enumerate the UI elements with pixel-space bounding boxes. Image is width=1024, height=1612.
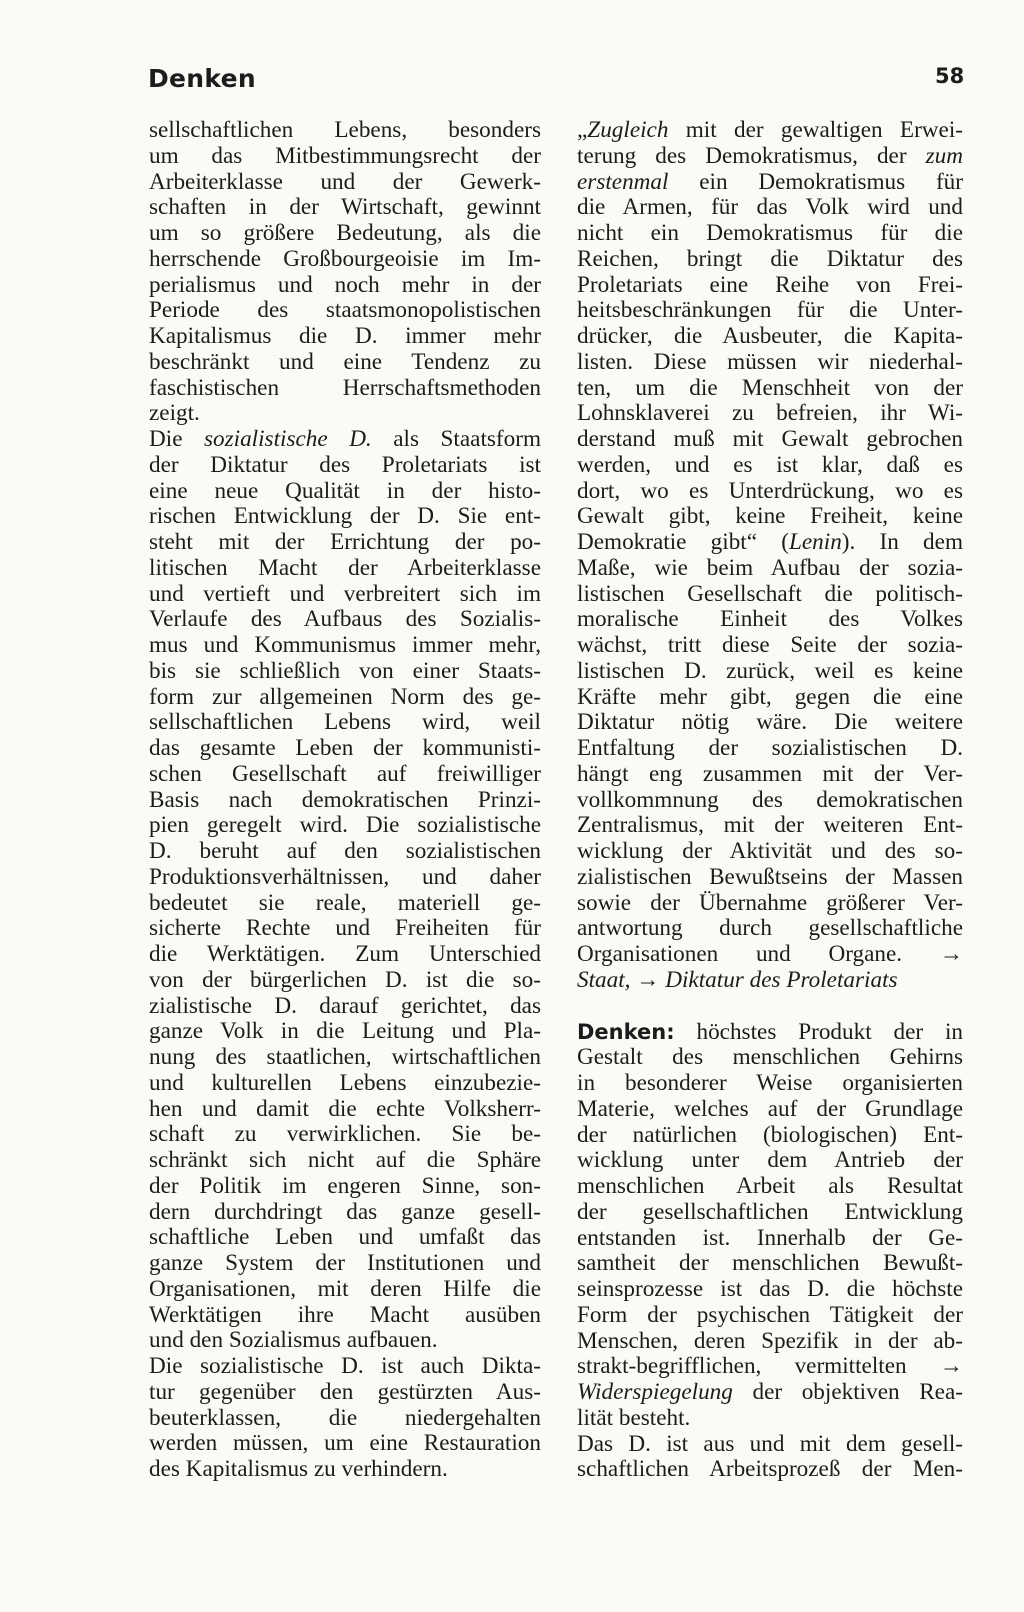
text-line [149, 891, 541, 917]
text-line [149, 1045, 541, 1071]
text-line [149, 221, 541, 247]
text-run: Verlaufe des Aufbaus des Sozialis- [149, 606, 541, 633]
text-run: werden müssen, um eine Restauration [149, 1430, 541, 1457]
text-line [577, 710, 963, 736]
text-run: listen. Diese müssen wir niederhal- [577, 348, 963, 375]
text-line [149, 788, 541, 814]
text-line [149, 453, 541, 479]
text-line [577, 839, 963, 865]
text-run: vollkommnung des demokratischen [577, 786, 963, 813]
text-line [577, 942, 963, 968]
text-line [577, 1251, 963, 1277]
text-run: schränkt sich nicht auf die Sphäre [149, 1147, 541, 1173]
text-run: in besonderer Weise organisierten [577, 1070, 963, 1096]
text-line [577, 968, 963, 994]
text-run: antwortung durch gesellschaftliche [577, 915, 963, 942]
text-run: ten, um die Menschheit von der [577, 374, 963, 401]
text-run: Demokratie gibt“ ( [577, 529, 789, 555]
left-column [149, 118, 541, 1483]
text-run: der natürlichen (biologischen) Ent- [577, 1121, 963, 1148]
text-line [149, 1071, 541, 1097]
italic-run: sozialistische D. [204, 426, 372, 452]
text-run: Menschen, deren Spezifik in der ab- [577, 1327, 963, 1354]
text-line [149, 1277, 541, 1303]
text-line [577, 1406, 963, 1432]
text-line [577, 556, 963, 582]
text-line [577, 582, 963, 608]
text-run: Gewalt gibt, keine Freiheit, keine [577, 503, 963, 530]
text-run: um so größere Bedeutung, als die [149, 220, 541, 246]
page-number: 58 [935, 64, 965, 88]
text-run: derstand muß mit Gewalt gebrochen [577, 426, 963, 452]
text-run: hängt eng zusammen mit der Ver- [577, 760, 963, 787]
text-line [577, 607, 963, 633]
right-column [577, 118, 963, 1483]
text-line [577, 1097, 963, 1123]
text-line [577, 144, 963, 170]
text-line [577, 1277, 963, 1303]
text-line [149, 607, 541, 633]
text-line [577, 813, 963, 839]
text-run: zeigt. [149, 400, 200, 427]
text-line [149, 968, 541, 994]
text-run: dern durchdringt das ganze gesell- [149, 1198, 541, 1225]
text-line [577, 1045, 963, 1071]
text-line [149, 1019, 541, 1045]
text-line [577, 350, 963, 376]
text-line [577, 1432, 963, 1458]
text-line [577, 298, 963, 324]
text-run: Lohnsklaverei zu befreien, ihr Wi- [577, 400, 963, 427]
text-run: nung des staatlichen, wirtschaftlichen [149, 1044, 541, 1070]
text-run: Das D. ist aus und mit dem gesell- [577, 1430, 963, 1457]
text-line [577, 1123, 963, 1149]
italic-run: Staat, → Diktatur des Proletariats [577, 966, 898, 993]
text-line [149, 813, 541, 839]
text-line [577, 427, 963, 453]
headword: Denken: [577, 1019, 675, 1044]
text-line [577, 376, 963, 402]
text-run: ). In dem [841, 529, 963, 555]
text-line [149, 1251, 541, 1277]
text-run: Die [149, 426, 204, 452]
text-line [149, 1380, 541, 1406]
text-run: Diktatur nötig wäre. Die weitere [577, 709, 963, 736]
text-run: Organisationen und Organe. → [577, 941, 963, 967]
text-run: drücker, die Ausbeuter, die Kapita- [577, 323, 963, 349]
text-line [577, 865, 963, 891]
text-run: von der bürgerlichen D. ist die so- [149, 966, 541, 993]
text-run: Organisationen, mit deren Hilfe die [149, 1275, 541, 1302]
text-line [149, 1406, 541, 1432]
text-run: wicklung der Aktivität und des so- [577, 838, 963, 864]
text-run: sowie der Übernahme größerer Ver- [577, 889, 963, 916]
text-run: schaftlichen Arbeitsprozeß der Men- [577, 1456, 963, 1483]
text-run: Materie, welches auf der Grundlage [577, 1095, 963, 1122]
text-run: beschränkt und eine Tendenz zu [149, 348, 541, 375]
text-line [577, 633, 963, 659]
text-line [149, 1328, 541, 1354]
text-run: Zentralismus, mit der weiteren Ent- [577, 812, 963, 839]
text-line [577, 1303, 963, 1329]
text-run: Werktätigen ihre Macht ausüben [149, 1301, 541, 1328]
text-run: Kräfte mehr gibt, gegen die eine [577, 683, 963, 710]
text-line [577, 1457, 963, 1483]
text-run: Arbeiterklasse und der Gewerk- [149, 168, 541, 195]
text-line [577, 1174, 963, 1200]
text-run: schaft zu verwirklichen. Sie be- [149, 1121, 541, 1148]
text-line [577, 401, 963, 427]
text-run: dort, wo es Unterdrückung, wo es [577, 477, 963, 504]
text-line [149, 401, 541, 427]
text-line [577, 453, 963, 479]
text-run: der Politik im engeren Sinne, son- [149, 1172, 541, 1199]
text-line [149, 1200, 541, 1226]
text-run: tur gegenüber den gestürzten Aus- [149, 1378, 541, 1405]
text-run: die Armen, für das Volk wird und [577, 194, 963, 221]
text-line [149, 1097, 541, 1123]
text-line [577, 685, 963, 711]
text-line [149, 1457, 541, 1483]
text-run: heitsbeschränkungen für die Unter- [577, 297, 963, 324]
text-run: menschlichen Arbeit als Resultat [577, 1173, 963, 1199]
text-line [149, 376, 541, 402]
text-run: und kulturellen Lebens einzubezie- [149, 1069, 541, 1096]
text-line [577, 1329, 963, 1355]
text-line [149, 504, 541, 530]
text-run: litischen Macht der Arbeiterklasse [149, 554, 541, 581]
text-line [149, 710, 541, 736]
text-run: Form der psychischen Tätigkeit der [577, 1301, 963, 1328]
text-line [149, 144, 541, 170]
text-run: sicherte Rechte und Freiheiten für [149, 915, 541, 942]
text-line [577, 479, 963, 505]
text-run: Basis nach demokratischen Prinzi- [149, 786, 541, 813]
text-line [149, 1354, 541, 1380]
text-line [149, 942, 541, 968]
text-run: Entfaltung der sozialistischen D. [577, 735, 963, 761]
text-run: Produktionsverhältnissen, und daher [149, 863, 541, 890]
text-line [577, 788, 963, 814]
text-run: Maße, wie beim Aufbau der sozia- [577, 554, 963, 581]
text-run: Die sozialistische D. ist auch Dikta- [149, 1353, 541, 1379]
text-line [149, 273, 541, 299]
text-run: ganze Volk in die Leitung und Pla- [149, 1018, 541, 1045]
text-run: listischen Gesellschaft die politisch- [577, 580, 963, 607]
text-line [577, 195, 963, 221]
italic-run: Widerspiegelung [577, 1379, 733, 1405]
text-line [149, 865, 541, 891]
text-run: wicklung unter dem Antrieb der [577, 1147, 963, 1174]
text-line [149, 324, 541, 350]
italic-run: erstenmal [577, 168, 669, 195]
text-line [577, 659, 963, 685]
text-line [577, 736, 963, 762]
text-line [149, 1122, 541, 1148]
text-run: Periode des staatsmonopolistischen [149, 297, 541, 324]
text-run: samtheit der menschlichen Bewußt- [577, 1250, 963, 1277]
text-line [577, 170, 963, 196]
text-run: perialismus und noch mehr in der [149, 271, 541, 298]
text-run: werden, und es ist klar, daß es [577, 451, 963, 478]
text-run: um das Mitbestimmungsrecht der [149, 142, 541, 169]
text-run: faschistischen Herrschaftsmethoden [149, 374, 541, 401]
text-run: steht mit der Errichtung der po- [149, 529, 541, 555]
text-line [149, 916, 541, 942]
text-line [149, 582, 541, 608]
text-run: höchstes Produkt der in [674, 1018, 963, 1045]
text-run: der gesellschaftlichen Entwicklung [577, 1198, 963, 1225]
text-run: beuterklassen, die niedergehalten [149, 1404, 541, 1431]
text-line [149, 530, 541, 556]
text-line [577, 1071, 963, 1097]
paragraph-gap [577, 994, 963, 1020]
text-line [577, 221, 963, 247]
text-run: das gesamte Leben der kommunisti- [149, 735, 541, 761]
text-run: moralische Einheit des Volkes [577, 606, 963, 633]
text-run: seinsprozesse ist das D. die höchste [577, 1276, 963, 1302]
text-run: mit der gewaltigen Erwei- [668, 117, 963, 143]
text-line [577, 118, 963, 144]
text-run: schaften in der Wirtschaft, gewinnt [149, 194, 541, 221]
italic-run: Lenin [788, 529, 842, 555]
text-line [149, 659, 541, 685]
text-line [149, 1174, 541, 1200]
text-line [577, 273, 963, 299]
text-run: terung des Demokratismus, der [577, 142, 926, 169]
italic-run: Zugleich [587, 117, 669, 143]
text-run: pien geregelt wird. Die sozialistische [149, 812, 541, 839]
text-run: die Werktätigen. Zum Unterschied [149, 941, 541, 967]
text-run: bis sie schließlich von einer Staats- [149, 657, 541, 684]
text-run: der Diktatur des Proletariats ist [149, 451, 541, 478]
text-line [577, 1148, 963, 1174]
text-line [577, 1354, 963, 1380]
text-run: bedeutet sie reale, materiell ge- [149, 889, 541, 916]
text-line [149, 1225, 541, 1251]
text-line [577, 916, 963, 942]
text-run: der objektiven Rea- [732, 1379, 963, 1405]
text-line [149, 839, 541, 865]
text-run: entstanden ist. Innerhalb der Ge- [577, 1224, 963, 1251]
text-run: Kapitalismus die D. immer mehr [149, 323, 541, 349]
text-run: und den Sozialismus aufbauen. [149, 1327, 438, 1354]
text-run: nicht ein Demokratismus für die [577, 220, 963, 246]
text-run: herrschende Großbourgeoisie im Im- [149, 245, 541, 272]
text-run: Reichen, bringt die Diktatur des [577, 245, 963, 272]
text-run: des Kapitalismus zu verhindern. [149, 1456, 448, 1482]
text-run: listischen D. zurück, weil es keine [577, 657, 963, 684]
running-head: Denken [148, 64, 257, 93]
text-run: D. beruht auf den sozialistischen [149, 838, 541, 864]
text-line [149, 195, 541, 221]
text-line [149, 1148, 541, 1174]
text-run: zialistische D. darauf gerichtet, das [149, 992, 541, 1019]
text-run: lität besteht. [577, 1404, 691, 1431]
text-line [149, 556, 541, 582]
text-line [149, 762, 541, 788]
text-line [149, 1303, 541, 1329]
text-line [149, 736, 541, 762]
italic-run: zum [925, 142, 963, 169]
text-line [577, 247, 963, 273]
text-run: hen und damit die echte Volksherr- [149, 1095, 541, 1122]
text-run: form zur allgemeinen Norm des ge- [149, 683, 541, 710]
text-run: schen Gesellschaft auf freiwilliger [149, 760, 541, 787]
text-line [577, 1200, 963, 1226]
text-line [577, 324, 963, 350]
text-run: strakt-begrifflichen, vermittelten → [577, 1353, 963, 1380]
text-line [149, 247, 541, 273]
text-run: sellschaftlichen Lebens, besonders [149, 117, 541, 143]
text-run: schaftliche Leben und umfaßt das [149, 1224, 541, 1251]
text-line [577, 530, 963, 556]
text-line [149, 1431, 541, 1457]
text-run: Gestalt des menschlichen Gehirns [577, 1044, 963, 1071]
text-run: wächst, tritt diese Seite der sozia- [577, 632, 963, 658]
text-run: „ [577, 117, 588, 143]
text-line [577, 1020, 963, 1046]
text-line [149, 298, 541, 324]
text-run: Proletariats eine Reihe von Frei- [577, 271, 963, 298]
text-line [149, 350, 541, 376]
text-line [149, 427, 541, 453]
text-run: zialistischen Bewußtseins der Massen [577, 863, 963, 890]
text-line [577, 1380, 963, 1406]
text-run: als Staatsform [371, 426, 541, 452]
text-line [577, 762, 963, 788]
text-run: rischen Entwicklung der D. Sie ent- [149, 503, 541, 530]
text-line [149, 633, 541, 659]
text-run: mus und Kommunismus immer mehr, [149, 632, 541, 658]
text-line [149, 685, 541, 711]
text-line [149, 994, 541, 1020]
text-line [577, 1226, 963, 1252]
text-run: ein Demokratismus für [668, 168, 963, 195]
text-line [577, 891, 963, 917]
text-line [149, 118, 541, 144]
text-run: ganze System der Institutionen und [149, 1250, 541, 1276]
text-run: eine neue Qualität in der histo- [149, 477, 541, 504]
text-line [577, 504, 963, 530]
text-line [149, 170, 541, 196]
text-line [149, 479, 541, 505]
text-run: und vertieft und verbreitert sich im [149, 580, 541, 607]
text-run: sellschaftlichen Lebens wird, weil [149, 709, 541, 736]
